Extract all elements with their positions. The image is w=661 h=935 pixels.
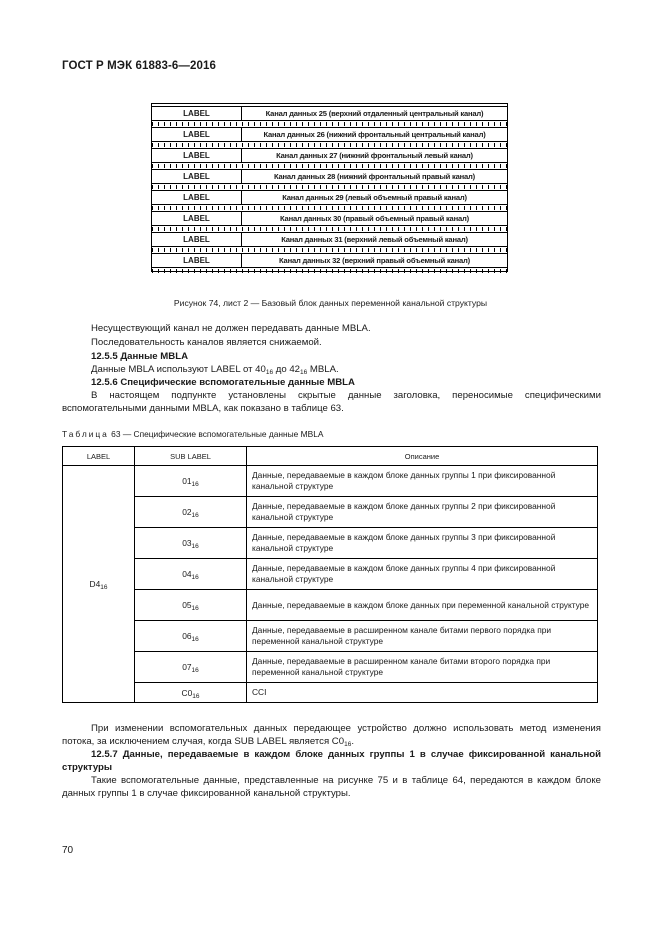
figure-caption: Рисунок 74, лист 2 — Базовый блок данных переменной канальной структуры <box>173 298 488 308</box>
figure-row-text: Канал данных 31 (верхний левый объемный канал) <box>281 235 468 244</box>
table-row <box>63 466 598 497</box>
text: до 42 <box>273 364 300 375</box>
sub-label-value: 02 <box>182 507 192 517</box>
cell-sub-label <box>135 683 247 703</box>
sub-label-value: 06 <box>182 631 192 641</box>
page-number: 70 <box>62 845 74 856</box>
sub-label-value: 03 <box>182 538 192 548</box>
subscript: 16 <box>100 584 108 591</box>
table-row <box>63 652 598 683</box>
table-row <box>63 590 598 621</box>
header-label: LABEL <box>63 447 135 466</box>
cell-description: Данные, передаваемые в каждом блоке данных группы 2 при фиксированной канальной структуре <box>247 497 598 528</box>
figure-row-label: LABEL <box>152 128 242 141</box>
cell-sub-label <box>135 466 247 497</box>
text: При изменении вспомогательных данных передающее устройство должно использовать метод изменения потока, за исключением случая, когда SUB LABEL является C0 <box>62 723 601 747</box>
label-value: D4 <box>89 579 101 589</box>
cell-description: Данные, передаваемые в расширенном канале битами первого порядка при переменной канальной структуре <box>247 621 598 652</box>
paragraph: В настоящем подпункте установлены скрытые данные заголовка, переносимые специфическими вспомогательными данными MBLA, как показано в таблице 63. <box>62 390 601 414</box>
cell-description: Данные, передаваемые в каждом блоке данных группы 3 при фиксированной канальной структуре <box>247 528 598 559</box>
cell-sub-label <box>135 621 247 652</box>
paragraph: Несуществующий канал не должен передавать данные MBLA. <box>91 323 371 334</box>
figure-row <box>152 190 507 205</box>
paragraph <box>62 722 601 748</box>
text: Данные MBLA используют LABEL от 40 <box>91 364 266 375</box>
table-row <box>63 559 598 590</box>
table-63 <box>62 446 598 703</box>
subscript: 16 <box>191 574 199 581</box>
figure-row-label: LABEL <box>152 254 242 267</box>
figure-row-text: Канал данных 29 (левый объемный правый канал) <box>282 193 467 202</box>
figure-row <box>152 106 507 121</box>
subscript: 16 <box>300 369 308 376</box>
section-heading: 12.5.7 Данные, передаваемые в каждом блоке данных группы 1 в случае фиксированной канальной структуры <box>62 749 601 773</box>
figure-row <box>152 169 507 184</box>
subscript: 16 <box>191 636 199 643</box>
subscript: 16 <box>191 667 199 674</box>
table-title-text: 63 — Специфические вспомогательные данные MBLA <box>108 429 324 439</box>
table-title-prefix: Таблица <box>62 429 109 439</box>
figure-row <box>152 148 507 163</box>
cell-description: Данные, передаваемые в расширенном канале битами второго порядка при переменной канальной структуре <box>247 652 598 683</box>
table-row <box>63 497 598 528</box>
cell-label <box>63 466 135 703</box>
header-description: Описание <box>247 447 598 466</box>
sub-label-value: 04 <box>182 569 192 579</box>
subscript: 16 <box>191 481 199 488</box>
sub-label-value: 01 <box>182 476 192 486</box>
figure-row-text: Канал данных 25 (верхний отдаленный центральный канал) <box>265 109 484 118</box>
sub-label-value: 07 <box>182 662 192 672</box>
paragraph: Последовательность каналов является снижаемой. <box>91 337 322 348</box>
figure-row-label: LABEL <box>152 233 242 246</box>
document-header: ГОСТ Р МЭК 61883-6—2016 <box>62 60 216 72</box>
text: MBLA. <box>307 364 339 375</box>
figure-row <box>152 211 507 226</box>
cell-description: Данные, передаваемые в каждом блоке данных группы 4 при фиксированной канальной структуре <box>247 559 598 590</box>
figure-row-label: LABEL <box>152 107 242 120</box>
figure-data-block <box>151 103 508 272</box>
figure-tick-marks <box>152 269 507 273</box>
subscript: 16 <box>191 543 199 550</box>
cell-description: Данные, передаваемые в каждом блоке данных группы 1 при фиксированной канальной структуре <box>247 466 598 497</box>
section-heading: 12.5.6 Специфические вспомогательные данные MBLA <box>91 377 355 388</box>
cell-sub-label <box>135 528 247 559</box>
paragraph: Такие вспомогательные данные, представленные на рисунке 75 и в таблице 64, передаются в каждом блоке данных группы 1 в случае фиксированной канальной структуры. <box>62 775 601 799</box>
subscript: 16 <box>344 741 352 748</box>
figure-row <box>152 232 507 247</box>
cell-sub-label <box>135 497 247 528</box>
figure-tick-marks <box>152 143 507 147</box>
paragraph <box>91 363 601 376</box>
subscript: 16 <box>191 605 199 612</box>
figure-tick-marks <box>152 206 507 210</box>
cell-description: Данные, передаваемые в каждом блоке данных при переменной канальной структуре <box>247 590 598 621</box>
figure-tick-marks <box>152 185 507 189</box>
figure-tick-marks <box>152 248 507 252</box>
table-row <box>63 528 598 559</box>
figure-row-text: Канал данных 30 (правый объемный правый канал) <box>280 214 469 223</box>
cell-sub-label <box>135 652 247 683</box>
table-title <box>62 429 323 439</box>
figure-row <box>152 253 507 268</box>
table-row <box>63 621 598 652</box>
figure-tick-marks <box>152 227 507 231</box>
sub-label-value: C0 <box>181 687 193 698</box>
table-row <box>63 683 598 703</box>
figure-row-label: LABEL <box>152 191 242 204</box>
text: . <box>351 736 354 747</box>
figure-row-text: Канал данных 32 (верхний правый объемный канал) <box>279 256 470 265</box>
figure-tick-marks <box>152 122 507 126</box>
cell-sub-label <box>135 590 247 621</box>
cell-sub-label <box>135 559 247 590</box>
figure-row-label: LABEL <box>152 170 242 183</box>
subscript: 16 <box>191 512 199 519</box>
figure-row <box>152 127 507 142</box>
sub-label-value: 05 <box>182 600 192 610</box>
subscript: 16 <box>192 692 200 700</box>
figure-row-label: LABEL <box>152 149 242 162</box>
figure-row-text: Канал данных 27 (нижний фронтальный левый канал) <box>276 151 473 160</box>
header-sub-label: SUB LABEL <box>135 447 247 466</box>
section-heading: 12.5.5 Данные MBLA <box>91 351 189 362</box>
cell-description: CCI <box>247 683 598 703</box>
figure-tick-marks <box>152 164 507 168</box>
figure-row-label: LABEL <box>152 212 242 225</box>
subscript: 16 <box>265 369 274 376</box>
figure-row-text: Канал данных 26 (нижний фронтальный центральный канал) <box>263 130 486 139</box>
figure-row-text: Канал данных 28 (нижний фронтальный правый канал) <box>273 172 476 181</box>
